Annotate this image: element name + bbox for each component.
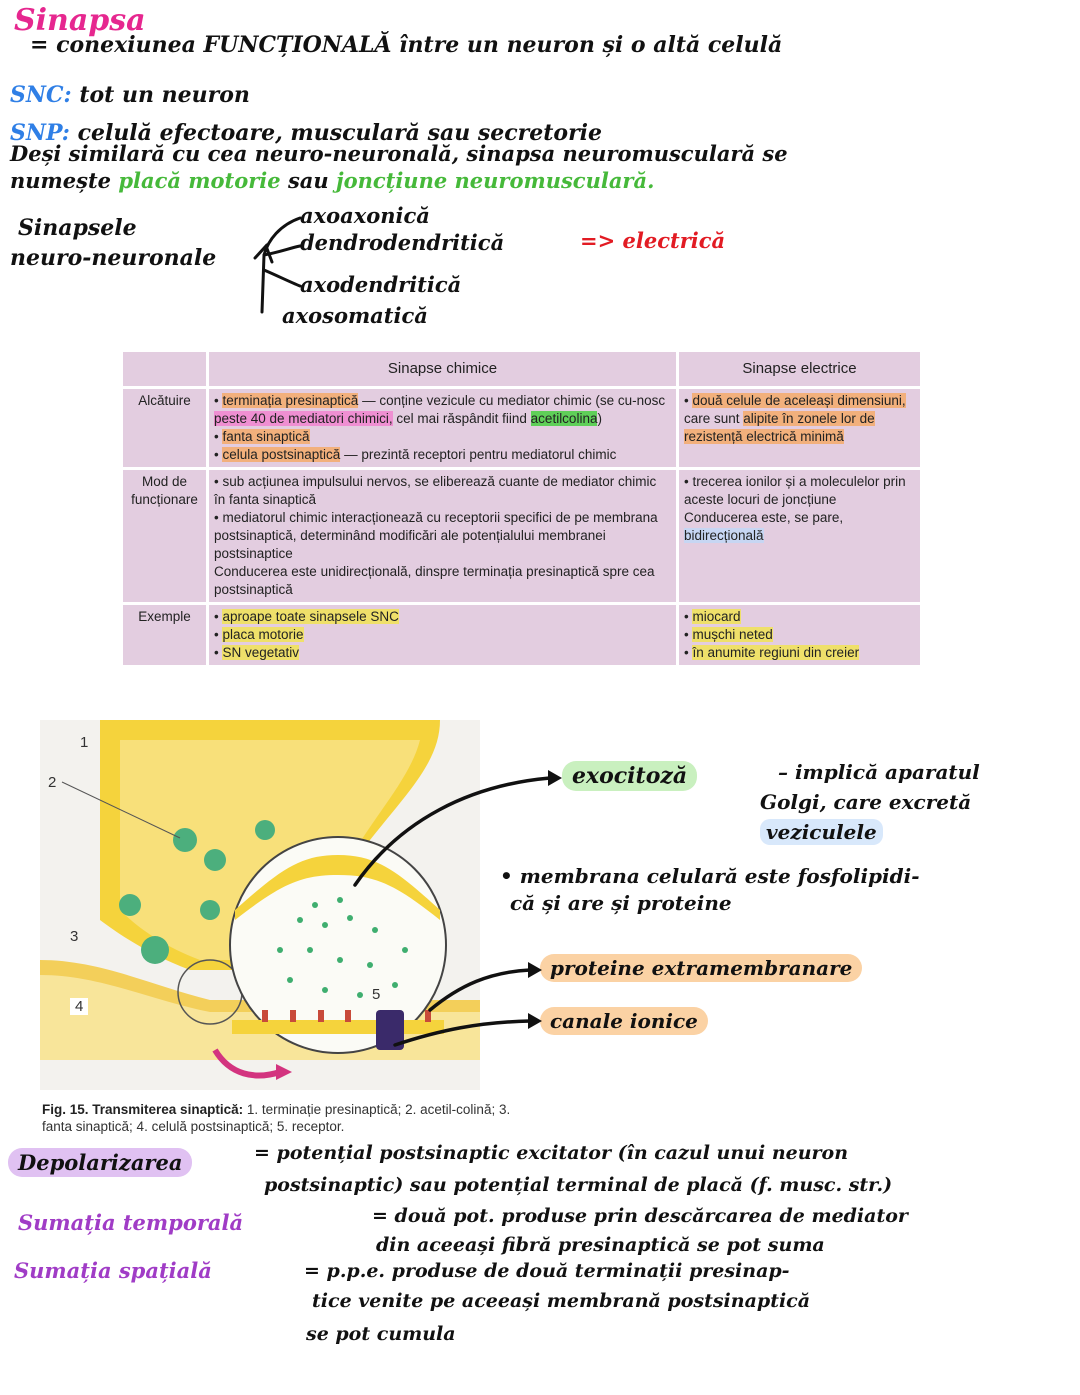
row-label-exemple: Exemple xyxy=(122,604,208,667)
ss-text-1: = p.p.e. produse de două terminații presinap- xyxy=(304,1260,790,1282)
table-header-electrice: Sinapse electrice xyxy=(678,351,922,388)
cell-mod-chimice: • sub acțiunea impulsului nervos, se eliberează cuante de mediator chimic în fanta sinaptică • mediatorul chimic interacționează cu receptorii specifici de pe membrana postsinaptică, determinând modificări ale potențialului membranei postsinaptice Conducerea este unidirecțională, dinspre terminația presinaptică spre cea postsinaptică xyxy=(208,469,678,604)
exocitoza-note-1: – implică aparatul xyxy=(778,760,980,784)
fanta-sinaptica: fanta sinaptică xyxy=(222,429,310,444)
celula-postsinaptica: celula postsinaptică xyxy=(222,447,341,462)
caption-title: Fig. 15. Transmiterea sinaptică: xyxy=(42,1102,244,1117)
cell-text: ) xyxy=(597,411,602,426)
st-text-1: = două pot. produse prin descărcarea de mediator xyxy=(372,1205,908,1227)
sumatia-temporala-label: Sumația temporală xyxy=(18,1210,244,1235)
cell-text: cel mai răspândit fiind xyxy=(392,411,531,426)
caption-text: 1. terminație presinaptică; 2. acetil-colină; 3. fanta sinaptică; 4. celulă postsinaptică; 5. receptor. xyxy=(42,1102,511,1134)
placa-motorie-text: placă motorie xyxy=(118,168,281,193)
notes-title: Sinapsa xyxy=(14,3,146,38)
cell-text: Conducerea este unidirecțională, dinspre terminația presinaptică spre cea postsinaptică xyxy=(214,564,655,597)
note-line-4: Deși similară cu cea neuro-neuronală, sinapsa neuromusculară se xyxy=(10,141,788,166)
ss-text-2: tice venite pe aceeași membrană postsinaptică xyxy=(312,1290,811,1312)
cell-text: mediatorul chimic interacționează cu receptorii specifici de pe membrana postsinaptică, determinând modificări ale potențialului membranei postsinaptice xyxy=(214,510,658,561)
jonctiune-text: joncțiune neuromusculară. xyxy=(335,168,655,193)
depolarizarea-highlight: Depolarizarea xyxy=(8,1148,192,1177)
figure-arrows xyxy=(355,778,550,1045)
ss-text-3: se pot cumula xyxy=(306,1323,456,1345)
snc-text: tot un neuron xyxy=(79,82,250,108)
row-label-mod-functionare: Mod de funcționare xyxy=(122,469,208,604)
depol-text-2: postsinaptic) sau potențial terminal de placă (f. musc. str.) xyxy=(264,1174,893,1196)
cell-text: Conducerea este, se pare, xyxy=(684,510,844,525)
canale-highlight: canale ionice xyxy=(540,1007,708,1035)
example-item: aproape toate sinapsele SNC xyxy=(222,609,399,624)
example-item: miocard xyxy=(692,609,741,624)
veziculele-highlight: veziculele xyxy=(760,819,883,845)
exocitoza-highlight: exocitoză xyxy=(562,761,697,791)
doua-celule: două celule de aceleași dimensiuni, xyxy=(692,393,906,408)
depol-text-1: = potențial postsinaptic excitator (în cazul unui neuron xyxy=(254,1142,849,1164)
type-axodendritica: axodendritică xyxy=(300,272,462,297)
cell-mod-electrice: • trecerea ionilor și a moleculelor prin aceste locuri de joncțiune Conducerea este, se pare, bidirecțională xyxy=(678,469,922,604)
exocitoza-note-2: Golgi, care excretă xyxy=(760,790,972,814)
bidirectionala: bidirecțională xyxy=(684,528,764,543)
types-bracket xyxy=(255,218,300,312)
type-axosomatica: axosomatică xyxy=(282,303,428,328)
cell-text: trecerea ionilor și a moleculelor prin aceste locuri de joncțiune xyxy=(684,474,906,507)
cell-exemple-chimice: • aproape toate sinapsele SNC • placa motorie • SN vegetativ xyxy=(208,604,678,667)
example-item: placa motorie xyxy=(222,627,304,642)
snp-label: SNP: xyxy=(10,120,70,146)
example-item: mușchi neted xyxy=(692,627,773,642)
row-label-alcatuire: Alcătuire xyxy=(122,388,208,469)
cell-alcatuire-chimice: • terminația presinaptică — conține vezicule cu mediator chimic (se cu-nosc peste 40 de mediatori chimici, cel mai răspândit fiind acetilcolina) • fanta sinaptică • celula postsinaptică — prezintă receptori pentru mediatorul chimic xyxy=(208,388,678,469)
type-dendrodendritica: dendrodendritică xyxy=(300,230,505,255)
cell-exemple-electrice: • miocard • mușchi neted • în anumite regiuni din creier xyxy=(678,604,922,667)
example-item: în anumite regiuni din creier xyxy=(692,645,860,660)
fig-number-2: 2 xyxy=(48,774,57,791)
cell-text: — conține vezicule cu mediator chimic (se cu-nosc xyxy=(358,393,666,408)
fig-number-4: 4 xyxy=(70,998,88,1015)
st-text-2: din aceeași fibră presinaptică se pot suma xyxy=(376,1234,825,1256)
electric-arrow-text: => electrică xyxy=(580,228,726,253)
membrana-line-1: • membrana celulară este fosfolipidi- xyxy=(500,864,920,888)
snp-text: celulă efectoare, musculară sau secretorie xyxy=(77,120,603,146)
type-axoaxonica: axoaxonică xyxy=(300,203,430,228)
cell-text: sub acțiunea impulsului nervos, se eliberează cuante de mediator chimic în fanta sinaptică xyxy=(214,474,657,507)
snc-label: SNC: xyxy=(10,82,72,108)
synapse-label-2: neuro-neuronale xyxy=(10,245,217,271)
definition-text: = conexiunea FUNCȚIONALĂ între un neuron și o altă celulă xyxy=(30,32,783,58)
cell-text: care sunt xyxy=(684,411,744,426)
fig-number-3: 3 xyxy=(70,928,79,945)
fig-number-1: 1 xyxy=(80,734,89,751)
sumatia-spatiala-label: Sumația spațială xyxy=(14,1258,212,1283)
membrana-line-2: că și are și proteine xyxy=(510,891,732,915)
example-item: SN vegetativ xyxy=(222,645,300,660)
synapse-label-1: Sinapsele xyxy=(18,215,137,241)
alipite: alipite în zonele lor de rezistență electrică minimă xyxy=(684,411,875,444)
table-header-chimice: Sinapse chimice xyxy=(208,351,678,388)
cell-alcatuire-electrice: • două celule de aceleași dimensiuni, care sunt alipite în zonele lor de rezistență electrică minimă xyxy=(678,388,922,469)
mediatori-count: peste 40 de mediatori chimici, xyxy=(214,411,393,426)
note-line-5-start: numește xyxy=(10,168,112,193)
arrow-heads xyxy=(528,770,562,1029)
proteine-highlight: proteine extramembranare xyxy=(540,954,862,982)
note-line-5-mid: sau xyxy=(287,168,329,193)
cell-text: — prezintă receptori pentru mediatorul chimic xyxy=(340,447,617,462)
fig-number-5: 5 xyxy=(372,986,381,1003)
term-presinaptica: terminația presinaptică xyxy=(222,393,359,408)
acetilcolina: acetilcolina xyxy=(530,411,598,426)
